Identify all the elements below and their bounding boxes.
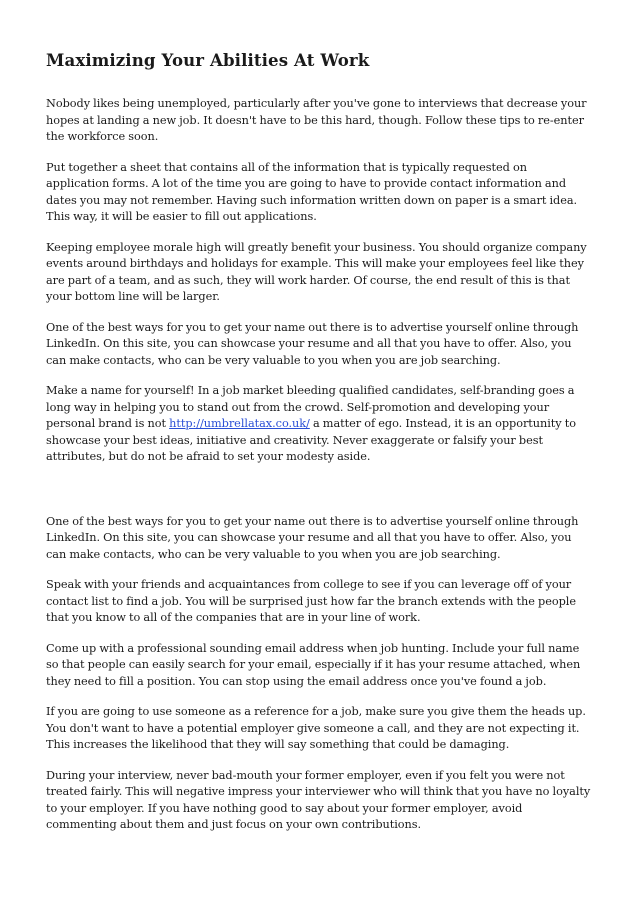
paragraph-unemployment-intro: Nobody likes being unemployed, particularly after you've gone to interviews that decrease your hopes at landing a new job. It doesn't have to be this hard, though. Follow these tips to re-enter the workforce soon. [46, 97, 587, 143]
self-branding-text-before: Make a name for yourself! In a job market bleeding qualified candidates, self-branding goes a long way in helping you to stand out from the crowd. Self-promotion and developing your personal brand is not [46, 384, 575, 430]
paragraph-self-branding [46, 383, 592, 466]
paragraph-linkedin: One of the best ways for you to get your name out there is to advertise yourself online through LinkedIn. On this site, you can showcase your resume and all that you have to offer. Also, you can make contacts, who can be very valuable to you when you are job searching. [46, 320, 579, 367]
paragraph-interview: During your interview, never bad-mouth your former employer, even if you felt you were not treated fairly. This will negative impress your interviewer who will think that you have no loyalty to your employer. If you have nothing good to say about your former employer, avoid commenting about them and just focus on your own contributions. [46, 768, 591, 831]
umbrellatax-link[interactable]: http://umbrellatax.co.uk/ [169, 417, 310, 430]
paragraph-references: If you are going to use someone as a reference for a job, make sure you give them the heads up. You don't want to have a potential employer give someone a call, and they are not expecting it. This increases the likelihood that they will say something that could be damaging. [46, 705, 586, 751]
paragraph-contact-list: Speak with your friends and acquaintances from college to see if you can leverage off of your contact list to find a job. You will be surprised just how far the branch extends with the people that you know to all of the companies that are in your line of work. [46, 578, 576, 624]
paragraph-linkedin-repeat: One of the best ways for you to get your name out there is to advertise yourself online through LinkedIn. On this site, you can showcase your resume and all that you have to offer. Also, you can make contacts, who can be very valuable to you when you are job searching. [46, 514, 579, 561]
paragraph-email-address: Come up with a professional sounding email address when job hunting. Include your full name so that people can easily search for your email, especially if it has your resume attached, when they need to fill a position. You can stop using the email address once you've found a job. [46, 641, 581, 688]
document-page [46, 0, 592, 834]
paragraph-application-sheet: Put together a sheet that contains all of the information that is typically requested on application forms. A lot of the time you are going to have to provide contact information and dates you may not remember. Having such information written down on paper is a smart idea. This way, it will be easier to fill out applications. [46, 160, 578, 223]
page-title: Maximizing Your Abilities At Work [46, 50, 370, 70]
paragraph-employee-morale: Keeping employee morale high will greatly benefit your business. You should organize company events around birthdays and holidays for example. This will make your employees feel like they are part of a team, and as such, they will work harder. Of course, the end result of this is that your bottom line will be larger. [46, 240, 587, 303]
self-branding-text-after: a matter of ego. Instead, it is an opportunity to showcase your best ideas, initiative and creativity. Never exaggerate or falsify your best attributes, but do not be afraid to set your modesty aside. [46, 417, 577, 463]
